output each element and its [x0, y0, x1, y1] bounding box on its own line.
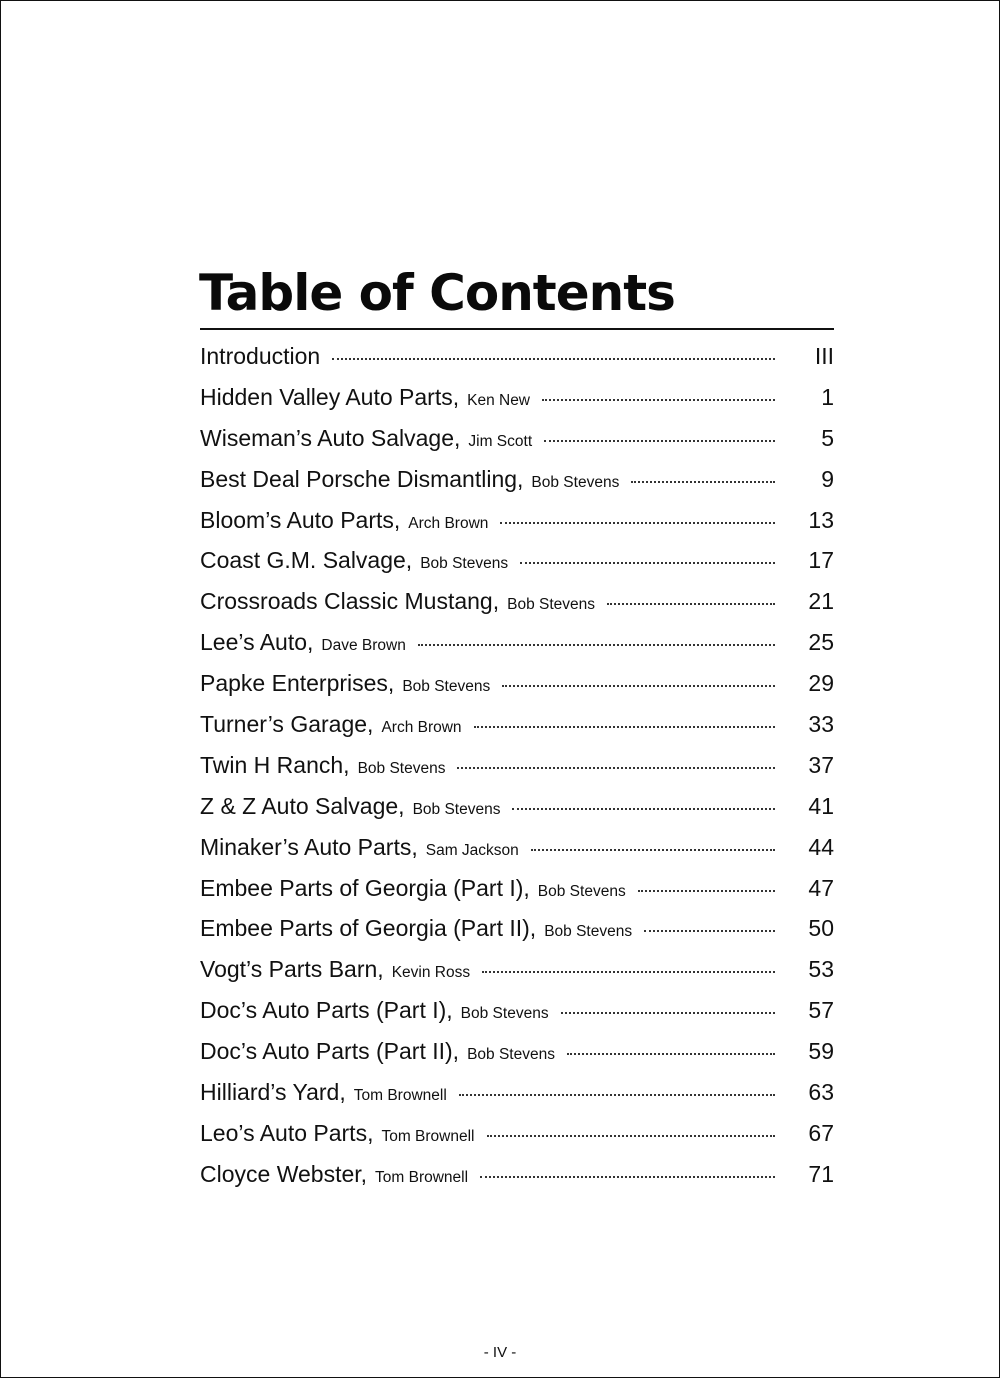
- dot-leader: [512, 808, 775, 810]
- dot-leader: [482, 971, 775, 973]
- toc-entry: [200, 466, 834, 507]
- toc-entry-title: Minaker’s Auto Parts,: [200, 833, 418, 860]
- dot-leader: [607, 603, 775, 605]
- toc-entry: [200, 1120, 834, 1161]
- toc-entry: [200, 588, 834, 629]
- toc-entry-page-number: 53: [808, 956, 834, 983]
- toc-entry-title: Lee’s Auto,: [200, 629, 314, 656]
- dot-leader: [502, 685, 775, 687]
- title-rule: [200, 328, 834, 330]
- toc-entry-author: Kevin Ross: [391, 964, 471, 982]
- toc-entry-author: Bob Stevens: [357, 759, 446, 777]
- dot-leader: [542, 399, 775, 401]
- toc-entry-page-number: 13: [808, 506, 834, 533]
- toc-entry-author: Arch Brown: [381, 719, 462, 737]
- toc-entry-page-number: 59: [808, 1038, 834, 1065]
- toc-entry: [200, 629, 834, 670]
- toc-entry-page-number: 41: [808, 792, 834, 819]
- dot-leader: [631, 481, 775, 483]
- toc-entry-title: Z & Z Auto Salvage,: [200, 792, 405, 819]
- dot-leader: [418, 644, 775, 646]
- toc-entry-page-number: 47: [808, 874, 834, 901]
- toc-entry-author: Tom Brownell: [375, 1168, 469, 1186]
- toc-entry-page-number: 67: [808, 1119, 834, 1146]
- toc-entry: [200, 425, 834, 466]
- dot-leader: [480, 1176, 775, 1178]
- toc-entry-title: Embee Parts of Georgia (Part I),: [200, 874, 530, 901]
- toc-entry-author: Dave Brown: [321, 637, 406, 655]
- toc-entry: [200, 997, 834, 1038]
- dot-leader: [531, 849, 775, 851]
- toc-entry-page-number: 57: [808, 997, 834, 1024]
- toc-entry-title: Hidden Valley Auto Parts,: [200, 383, 460, 410]
- toc-entry-title: Crossroads Classic Mustang,: [200, 588, 500, 615]
- toc-entry-author: Tom Brownell: [353, 1087, 447, 1105]
- dot-leader: [500, 522, 775, 524]
- toc-entry-title: Hilliard’s Yard,: [200, 1079, 346, 1106]
- toc-entry-author: Bob Stevens: [467, 1046, 555, 1064]
- toc-entry-title: Bloom’s Auto Parts,: [200, 506, 401, 533]
- toc-entry: [200, 834, 834, 875]
- toc-entry: [200, 1161, 834, 1202]
- dot-leader: [561, 1012, 775, 1014]
- dot-leader: [644, 930, 775, 932]
- dot-leader: [459, 1094, 775, 1096]
- toc-entry: [200, 752, 834, 793]
- toc-entry-author: Bob Stevens: [544, 923, 633, 941]
- dot-leader: [332, 358, 775, 360]
- toc-entry: [200, 670, 834, 711]
- toc-entry-title: Turner’s Garage,: [200, 711, 374, 738]
- toc-entry-title: Embee Parts of Georgia (Part II),: [200, 915, 537, 942]
- toc-entry: [200, 384, 834, 425]
- toc-entry-page-number: 63: [808, 1079, 834, 1106]
- toc-entry: [200, 875, 834, 916]
- toc-entry: [200, 711, 834, 752]
- toc-entry-author: Ken New: [467, 391, 531, 409]
- toc-entry-page-number: 71: [808, 1160, 834, 1187]
- toc-entry-page-number: 5: [821, 424, 834, 451]
- toc-entry-author: Bob Stevens: [531, 473, 620, 491]
- toc-entry-page-number: 25: [808, 629, 834, 656]
- toc-entry: [200, 1079, 834, 1120]
- dot-leader: [457, 767, 775, 769]
- toc-entry-author: Bob Stevens: [402, 678, 491, 696]
- toc-entry-title: Twin H Ranch,: [200, 751, 350, 778]
- dot-leader: [520, 562, 775, 564]
- toc-entry: [200, 1038, 834, 1079]
- toc-entry-page-number: 33: [808, 711, 834, 738]
- toc-entry-page-number: 21: [808, 588, 834, 615]
- toc-entry-title: Papke Enterprises,: [200, 670, 395, 697]
- toc-entry: [200, 507, 834, 548]
- toc-entry: [200, 956, 834, 997]
- toc-entry-page-number: 44: [808, 833, 834, 860]
- toc-entry: [200, 547, 834, 588]
- toc-entry-page-number: 37: [808, 751, 834, 778]
- toc-entry-title: Best Deal Porsche Dismantling,: [200, 465, 524, 492]
- toc-entry-title: Introduction: [200, 343, 321, 369]
- dot-leader: [487, 1135, 776, 1137]
- toc-list: [200, 343, 834, 1202]
- toc-entry-title: Cloyce Webster,: [200, 1160, 368, 1187]
- page-title: Table of Contents: [199, 264, 675, 322]
- toc-entry: [200, 343, 834, 384]
- toc-entry: [200, 915, 834, 956]
- toc-entry-author: Jim Scott: [468, 432, 533, 450]
- toc-entry-author: Sam Jackson: [425, 841, 519, 859]
- toc-entry-title: Leo’s Auto Parts,: [200, 1119, 374, 1146]
- toc-entry-author: Bob Stevens: [412, 800, 501, 818]
- dot-leader: [638, 890, 775, 892]
- toc-entry-page-number: 29: [808, 670, 834, 697]
- page-folio: - IV -: [483, 1344, 517, 1361]
- toc-entry-author: Bob Stevens: [420, 555, 509, 573]
- toc-entry-page-number: 9: [821, 465, 834, 492]
- toc-entry-author: Bob Stevens: [507, 596, 596, 614]
- dot-leader: [567, 1053, 775, 1055]
- toc-entry-page-number: III: [814, 343, 834, 369]
- dot-leader: [544, 440, 775, 442]
- dot-leader: [474, 726, 775, 728]
- toc-entry-author: Bob Stevens: [537, 882, 626, 900]
- toc-entry-title: Wiseman’s Auto Salvage,: [200, 424, 461, 451]
- toc-entry-title: Doc’s Auto Parts (Part II),: [200, 1038, 460, 1065]
- toc-entry-title: Vogt’s Parts Barn,: [200, 956, 384, 983]
- toc-entry-title: Doc’s Auto Parts (Part I),: [200, 997, 453, 1024]
- toc-entry-page-number: 1: [821, 383, 834, 410]
- toc-entry-author: Arch Brown: [408, 514, 489, 532]
- toc-entry-page-number: 50: [808, 915, 834, 942]
- toc-entry-author: Bob Stevens: [460, 1005, 549, 1023]
- toc-entry: [200, 793, 834, 834]
- toc-entry-page-number: 17: [808, 547, 834, 574]
- toc-entry-title: Coast G.M. Salvage,: [200, 547, 413, 574]
- toc-entry-author: Tom Brownell: [381, 1127, 475, 1145]
